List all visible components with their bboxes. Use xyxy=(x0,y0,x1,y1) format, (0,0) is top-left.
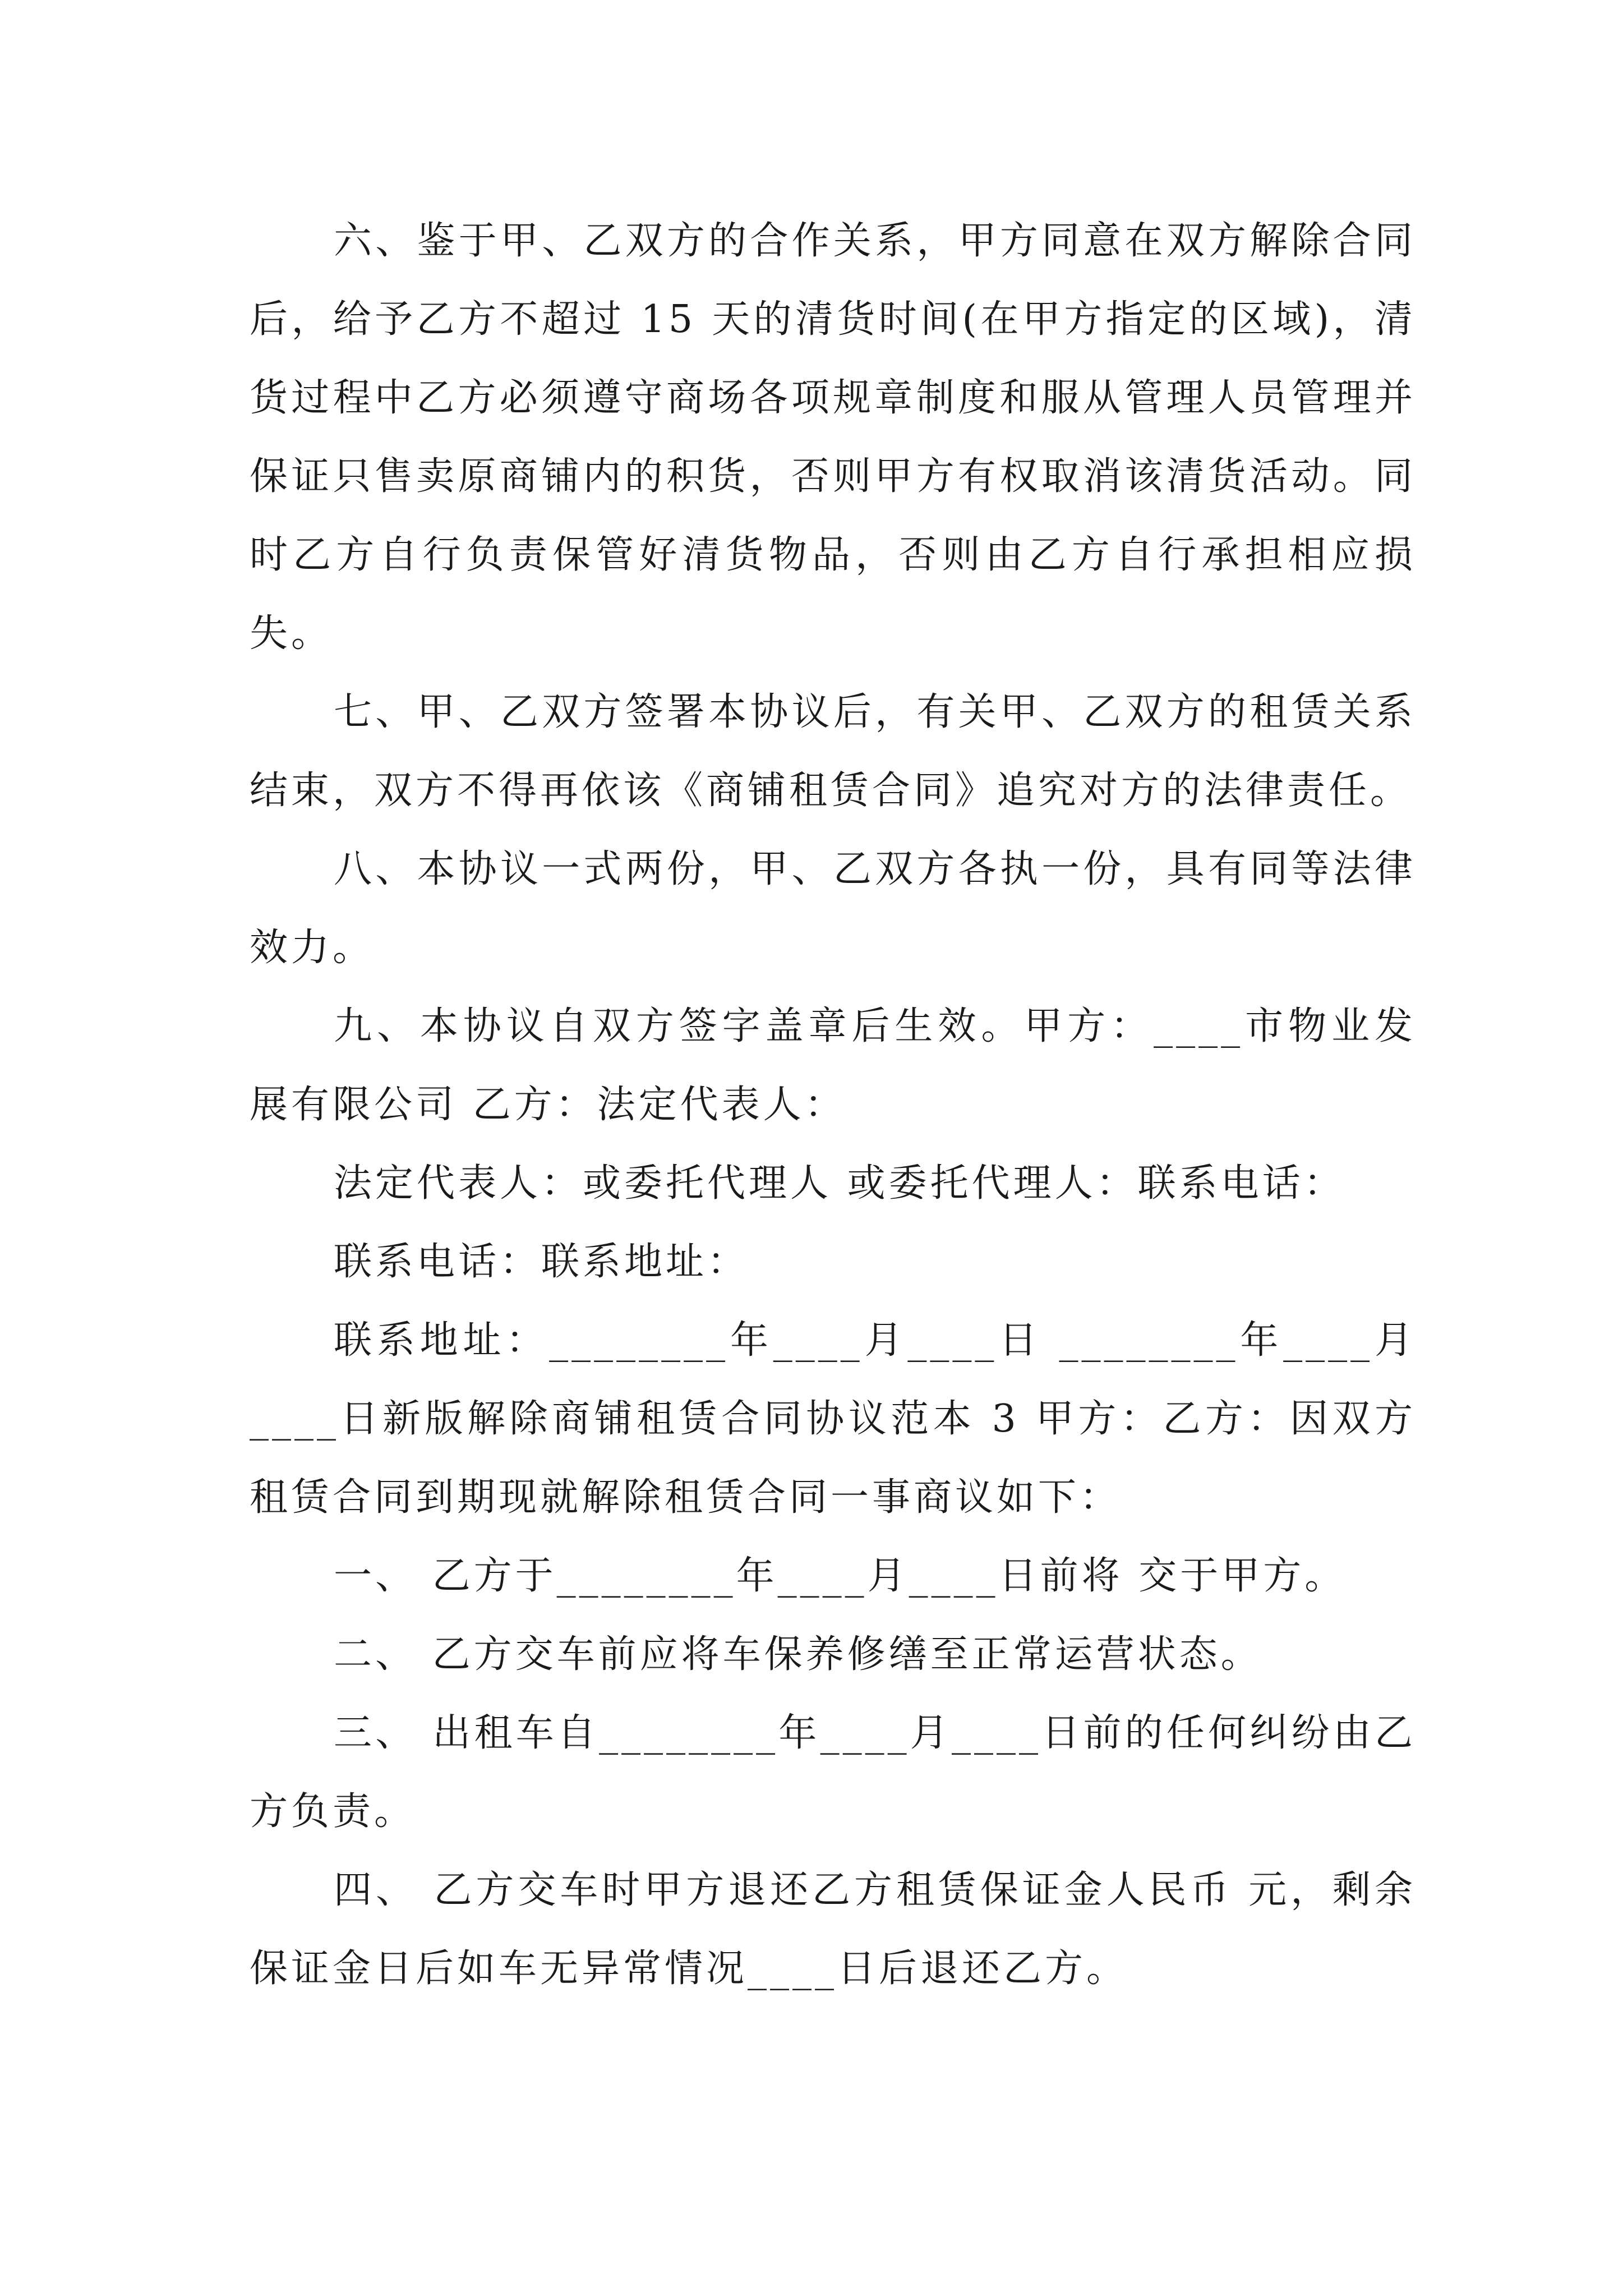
signature-line-phone: 联系电话：联系地址： xyxy=(334,1240,749,1284)
new-clause-3: 三、 出租车自________年____月____日前的任何纠纷由乙方负责。 xyxy=(250,1711,1416,1834)
signature-line-representative: 法定代表人：或委托代理人 或委托代理人：联系电话： xyxy=(334,1161,1345,1205)
new-clause-1: 一、 乙方于________年____月____日前将 交于甲方。 xyxy=(334,1554,1347,1598)
clause-7: 七、甲、乙双方签署本协议后，有关甲、乙双方的租赁关系结束，双方不得再依该《商铺租赁合同》追究对方的法律责任。 xyxy=(250,690,1416,813)
clause-8: 八、本协议一式两份，甲、乙双方各执一份，具有同等法律效力。 xyxy=(250,847,1416,970)
new-clause-4: 四、 乙方交车时甲方退还乙方租赁保证金人民币 元，剩余保证金日后如车无异常情况____日后退还乙方。 xyxy=(250,1868,1416,1991)
clause-9: 九、本协议自双方签字盖章后生效。甲方：____市物业发展有限公司 乙方：法定代表人： xyxy=(250,1004,1416,1127)
signature-line-address-and-new-contract: 联系地址：________年____月____日 ________年____月____日新版解除商铺租赁合同协议范本 3 甲方：乙方：因双方租赁合同到期现就解除租赁合同一事商议如下： xyxy=(250,1318,1416,1520)
document-body xyxy=(250,202,1416,2008)
new-clause-2: 二、 乙方交车前应将车保养修缮至正常运营状态。 xyxy=(334,1632,1262,1677)
clause-6: 六、鉴于甲、乙双方的合作关系，甲方同意在双方解除合同后，给予乙方不超过 15 天的清货时间(在甲方指定的区域)，清货过程中乙方必须遵守商场各项规章制度和服从管理人员管理并保证只售卖原商铺内的积货，否则甲方有权取消该清货活动。同时乙方自行负责保管好清货物品，否则由乙方自行承担相应损失。 xyxy=(250,219,1416,656)
